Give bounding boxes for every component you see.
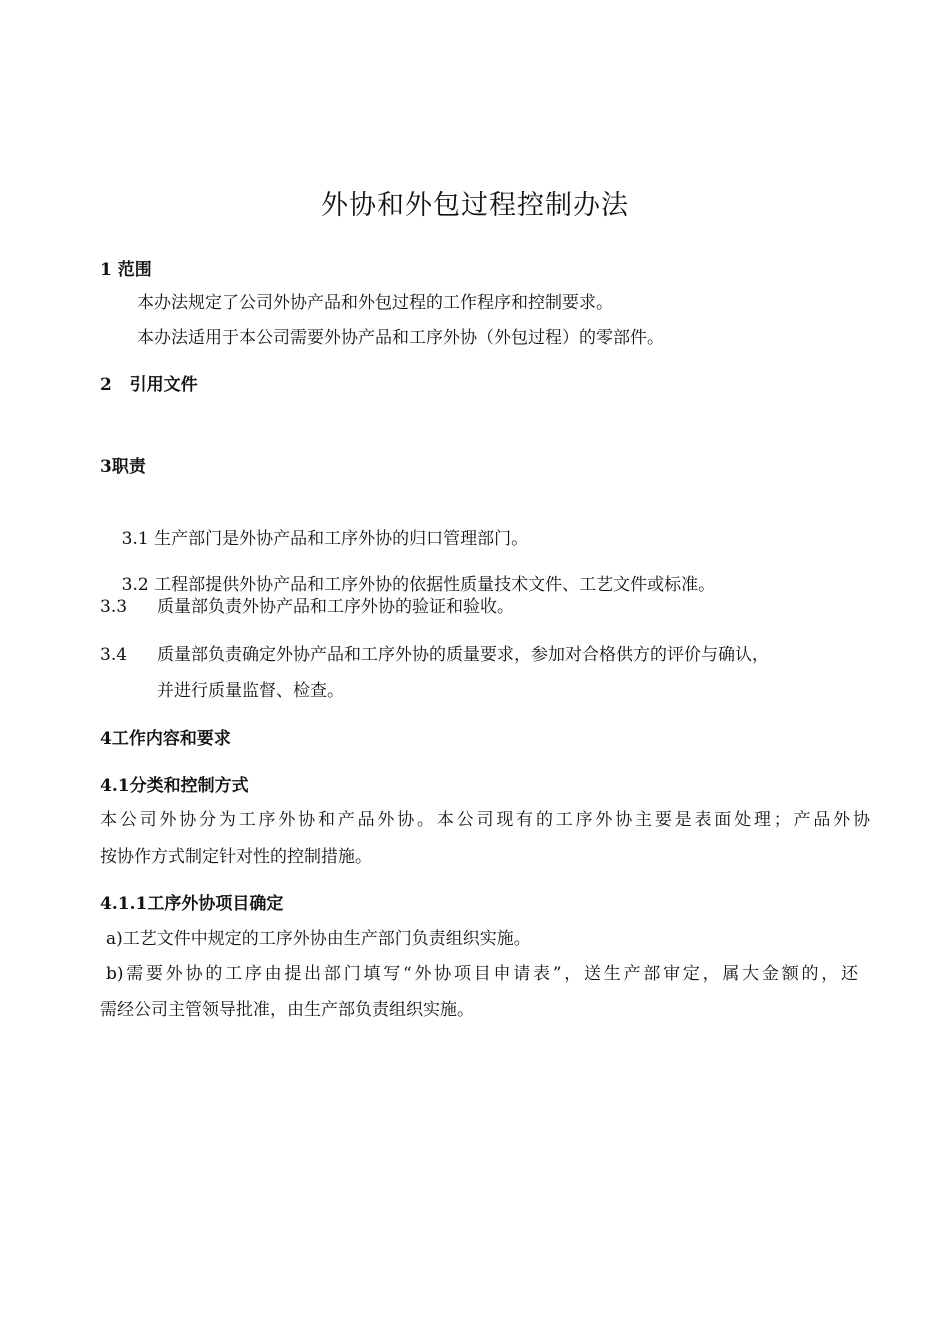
- section-1-paragraph-2: 本办法适用于本公司需要外协产品和工序外协（外包过程）的零部件。: [137, 328, 664, 348]
- item-text: 生产部门是外协产品和工序外协的归口管理部门。: [148, 529, 529, 549]
- section-3-item-4: [100, 643, 870, 667]
- section-3-item-4-continuation: 并进行质量监督、检查。: [157, 681, 344, 701]
- section-1-heading: 1 范围: [100, 260, 152, 280]
- section-1-paragraph-1: 本办法规定了公司外协产品和外包过程的工作程序和控制要求。: [137, 293, 613, 313]
- subsection-4-1-1-item-b-line-2: 需经公司主管领导批准，由生产部负责组织实施。: [100, 1000, 474, 1020]
- subsection-4-1-line-1: 本公司外协分为工序外协和产品外协。本公司现有的工序外协主要是表面处理；产品外协: [100, 810, 870, 830]
- section-3-heading: 3职责: [100, 457, 146, 477]
- item-text: 质量部负责确定外协产品和工序外协的质量要求，参加对合格供方的评价与确认，: [157, 645, 769, 665]
- item-text: 工程部提供外协产品和工序外协的依据性质量技术文件、工艺文件或标准。: [148, 575, 716, 595]
- subsection-4-1-heading: 4.1分类和控制方式: [100, 776, 249, 796]
- item-text: 质量部负责外协产品和工序外协的验证和验收。: [157, 597, 514, 617]
- section-3-item-3: [100, 595, 870, 619]
- subsection-4-1-1-item-b-line-1: b)需要外协的工序由提出部门填写“外协项目申请表”，送生产部审定，属大金额的，还: [106, 964, 858, 984]
- item-number: 3.4: [100, 645, 128, 665]
- section-2-heading: 2 引用文件: [100, 375, 198, 395]
- item-number: 3.1: [121, 529, 149, 549]
- item-number: 3.2: [121, 575, 149, 595]
- document-title: 外协和外包过程控制办法: [321, 190, 629, 221]
- subsection-4-1-1-item-a: a)工艺文件中规定的工序外协由生产部门负责组织实施。: [106, 929, 531, 949]
- section-4-heading: 4工作内容和要求: [100, 729, 231, 749]
- subsection-4-1-1-heading: 4.1.1工序外协项目确定: [100, 894, 284, 914]
- item-number: 3.3: [100, 597, 128, 617]
- subsection-4-1-line-2: 按协作方式制定针对性的控制措施。: [100, 847, 372, 867]
